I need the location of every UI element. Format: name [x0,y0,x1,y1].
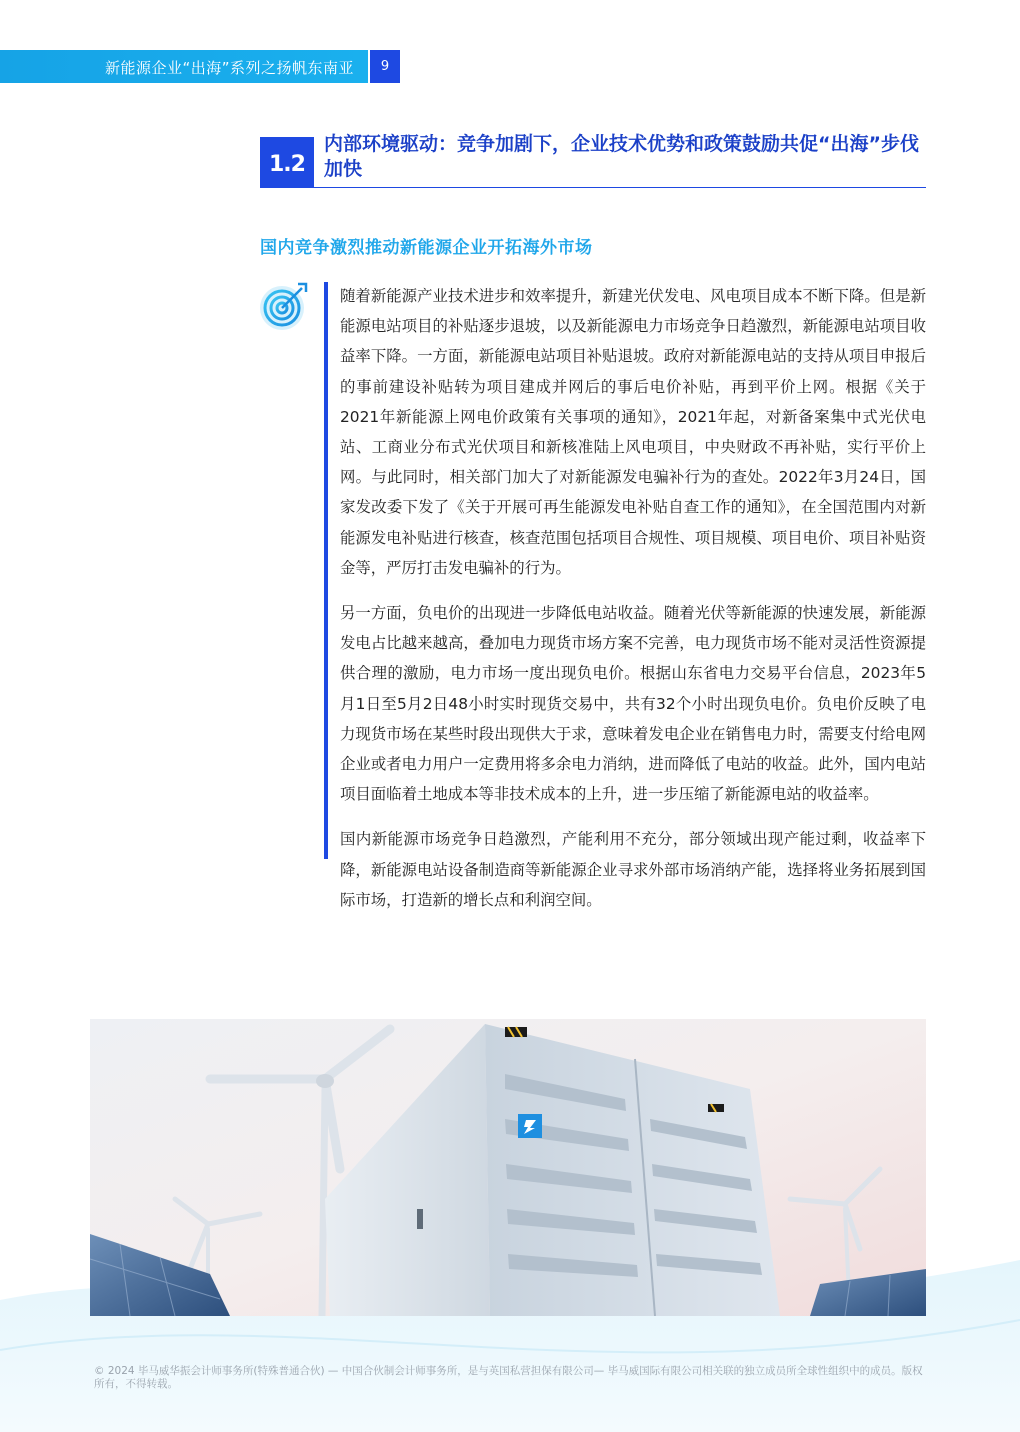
section-divider [260,187,926,188]
paragraph: 另一方面，负电价的出现进一步降低电站收益。随着光伏等新能源的快速发展，新能源发电占比越来越高，叠加电力现货市场方案不完善，电力现货市场不能对灵活性资源提供合理的激励，电力市场一度出现负电价。根据山东省电力交易平台信息，2023年5月1日至5月2日48小时实时现货交易中，共有32个小时出现负电价。负电价反映了电力现货市场在某些时段出现供大于求，意味着发电企业在销售电力时，需要支付给电网企业或者电力用户一定费用将多余电力消纳，进而降低了电站的收益。此外，国内电站项目面临着土地成本等非技术成本的上升，进一步压缩了新能源电站的收益率。 [340,604,926,804]
paragraph: 国内新能源市场竞争日趋激烈，产能利用不充分，部分领域出现产能过剩，收益率下降，新能源电站设备制造商等新能源企业寻求外部市场消纳产能，选择将业务拓展到国际市场，打造新的增长点和利润空间。 [340,830,926,909]
report-series-title: 新能源企业“出海”系列之扬帆东南亚 [104,59,354,77]
section-number: 1.2 [260,137,314,188]
section-title: 内部环境驱动：竞争加剧下，企业技术优势和政策鼓励共促“出海”步伐加快 [324,133,919,180]
subheading: 国内竞争激烈推动新能源企业开拓海外市场 [260,238,593,258]
target-icon [258,280,310,332]
energy-storage-photo [90,1019,926,1316]
paragraph: 随着新能源产业技术进步和效率提升，新建光伏发电、风电项目成本不断下降。但是新能源电站项目的补贴逐步退坡，以及新能源电力市场竞争日趋激烈，新能源电站项目收益率下降。一方面，新能源电站项目补贴退坡。政府对新能源电站的支持从项目申报后的事前建设补贴转为项目建成并网后的事后电价补贴，再到平价上网。根据《关于2021年新能源上网电价政策有关事项的通知》，2021年起，对新备案集中式光伏电站、工商业分布式光伏项目和新核准陆上风电项目，中央财政不再补贴，实行平价上网。与此同时，相关部门加大了对新能源发电骗补行为的查处。2022年3月24日，国家发改委下发了《关于开展可再生能源发电补贴自查工作的通知》，在全国范围内对新能源发电补贴进行核查，核查范围包括项目合规性、项目规模、项目电价、项目补贴资金等，严厉打击发电骗补的行为。 [340,287,926,577]
footer-copyright: © 2024 毕马威华振会计师事务所(特殊普通合伙) — 中国合伙制会计师事务所，是与英国私营担保有限公司— 毕马威国际有限公司相关联的独立成员所全球性组织中的成员。版权所有，不得转载。 [94,1365,923,1390]
page-number: 9 [370,50,400,83]
header-bar [0,50,368,83]
body-text [340,281,926,930]
quote-accent-line [324,282,328,859]
